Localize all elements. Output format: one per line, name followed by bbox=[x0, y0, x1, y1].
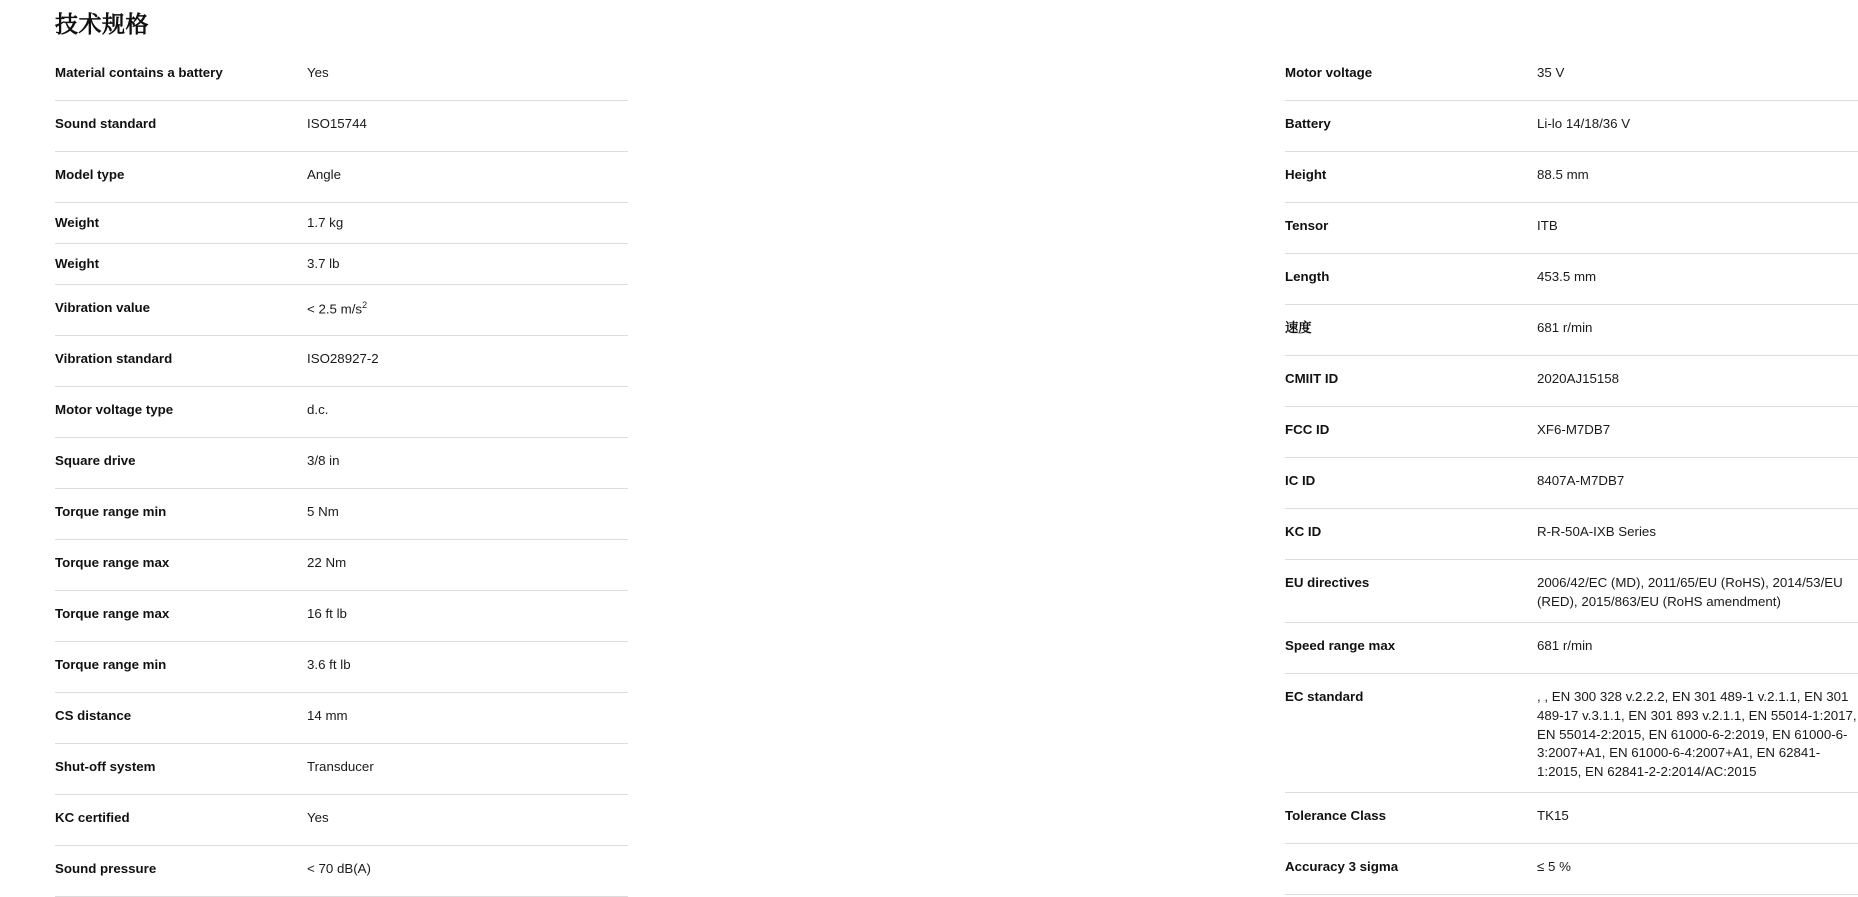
spec-row bbox=[55, 795, 628, 846]
spec-row bbox=[1285, 458, 1858, 509]
spec-row bbox=[55, 438, 628, 489]
spec-label: Square drive bbox=[55, 453, 136, 468]
spec-label: Torque range min bbox=[55, 657, 167, 672]
spec-label: Battery bbox=[1285, 116, 1331, 131]
spec-value: 2020AJ15158 bbox=[1537, 371, 1620, 386]
spec-value: 88.5 mm bbox=[1537, 167, 1589, 182]
spec-label: Tolerance Class bbox=[1285, 808, 1387, 824]
spec-row bbox=[55, 693, 628, 744]
spec-value: 3/8 in bbox=[307, 453, 340, 468]
spec-row bbox=[55, 642, 628, 693]
spec-value: d.c. bbox=[307, 402, 329, 417]
spec-row bbox=[55, 591, 628, 642]
spec-row bbox=[1285, 203, 1858, 254]
spec-label: Sound pressure bbox=[55, 861, 157, 876]
spec-value: ISO28927-2 bbox=[307, 351, 379, 366]
spec-value: 3.6 ft lb bbox=[307, 657, 351, 672]
spec-column-left bbox=[0, 50, 639, 897]
spec-column-right bbox=[639, 50, 1857, 897]
spec-value: 22 Nm bbox=[307, 555, 347, 570]
spec-value: ITB bbox=[1537, 218, 1558, 233]
spec-value: 453.5 mm bbox=[1537, 269, 1597, 284]
spec-label: Sound standard bbox=[55, 116, 157, 131]
spec-row bbox=[55, 244, 628, 285]
spec-value: 5 Nm bbox=[307, 504, 339, 519]
spec-value: ISO15744 bbox=[307, 116, 367, 131]
spec-row bbox=[1285, 305, 1858, 356]
spec-label: EU directives bbox=[1285, 575, 1370, 590]
spec-label: Torque range max bbox=[55, 606, 170, 621]
spec-value: R-R-50A-IXB Series bbox=[1537, 524, 1656, 539]
spec-row bbox=[55, 285, 628, 336]
spec-label: Shut-off system bbox=[55, 759, 156, 774]
spec-row bbox=[55, 540, 628, 591]
spec-value: TK15 bbox=[1537, 808, 1569, 824]
spec-label: Motor voltage type bbox=[55, 402, 174, 417]
spec-label: Model type bbox=[55, 167, 125, 182]
spec-value: Transducer bbox=[307, 759, 374, 774]
spec-label: Weight bbox=[55, 215, 100, 230]
spec-row bbox=[55, 152, 628, 203]
spec-row bbox=[1285, 356, 1858, 407]
spec-label: 速度 bbox=[1285, 320, 1312, 335]
spec-label: Accuracy 3 sigma bbox=[1285, 859, 1399, 875]
spec-label: EC standard bbox=[1285, 688, 1364, 704]
spec-value: Yes bbox=[307, 65, 329, 80]
spec-label: IC ID bbox=[1285, 473, 1316, 488]
spec-value: < 70 dB(A) bbox=[307, 861, 371, 876]
spec-value: 3.7 lb bbox=[307, 256, 340, 271]
spec-row bbox=[1285, 674, 1858, 793]
spec-row bbox=[1285, 844, 1858, 895]
spec-table bbox=[0, 50, 1857, 897]
spec-label: KC ID bbox=[1285, 524, 1322, 539]
spec-value: < 2.5 $m/s^2$ bbox=[307, 300, 368, 317]
spec-row bbox=[55, 336, 628, 387]
spec-label: Tensor bbox=[1285, 218, 1329, 233]
spec-value: Li-lo 14/18/36 V bbox=[1537, 116, 1631, 131]
spec-value: 681 r/min bbox=[1537, 637, 1593, 653]
spec-value: 1.7 kg bbox=[307, 215, 344, 230]
spec-value: 16 ft lb bbox=[307, 606, 347, 621]
spec-row bbox=[55, 846, 628, 897]
spec-value: Yes bbox=[307, 810, 329, 825]
spec-label: Material contains a battery bbox=[55, 65, 223, 80]
spec-row bbox=[55, 203, 628, 244]
spec-label: Vibration standard bbox=[55, 351, 173, 366]
spec-row bbox=[55, 387, 628, 438]
spec-row bbox=[1285, 50, 1858, 101]
spec-row bbox=[1285, 793, 1858, 844]
spec-value: 8407A-M7DB7 bbox=[1537, 473, 1625, 488]
spec-label: CMIIT ID bbox=[1285, 371, 1339, 386]
spec-label: CS distance bbox=[55, 708, 132, 723]
spec-value: , , EN 300 328 v.2.2.2, EN 301 489-1 v.2.1.1, EN 301 489-17 v.3.1.1, EN 301 893 v.2.1.1, EN 55014-1:2017, EN 55014-2:2015, EN 61000-6-2:2019, EN 61000-6-3:2007+A1, EN 61000-6-4:2007+A1, EN 62841-1:2015, EN 62841-2-2:2014/AC:2015 bbox=[1537, 688, 1857, 780]
spec-label: Height bbox=[1285, 167, 1327, 182]
spec-value: 35 V bbox=[1537, 65, 1565, 80]
spec-label: Vibration value bbox=[55, 300, 151, 315]
spec-value: 681 r/min bbox=[1537, 320, 1593, 335]
spec-row bbox=[55, 50, 628, 101]
spec-row bbox=[1285, 407, 1858, 458]
spec-row bbox=[55, 489, 628, 540]
spec-row bbox=[55, 744, 628, 795]
page-title: 技术规格 bbox=[55, 11, 149, 37]
spec-value: XF6-M7DB7 bbox=[1537, 422, 1611, 437]
spec-row bbox=[1285, 254, 1858, 305]
spec-value: ≤ 5 % bbox=[1537, 859, 1571, 875]
spec-value: 14 mm bbox=[307, 708, 348, 723]
spec-row bbox=[1285, 101, 1858, 152]
spec-label: Speed range max bbox=[1285, 637, 1396, 653]
spec-label: Torque range min bbox=[55, 504, 167, 519]
spec-label: FCC ID bbox=[1285, 422, 1330, 437]
spec-row bbox=[55, 101, 628, 152]
spec-label: Torque range max bbox=[55, 555, 170, 570]
spec-row bbox=[1285, 560, 1858, 623]
spec-row bbox=[1285, 509, 1858, 560]
spec-value: 2006/42/EC (MD), 2011/65/EU (RoHS), 2014/53/EU (RED), 2015/863/EU (RoHS amendment) bbox=[1537, 575, 1843, 609]
spec-row bbox=[1285, 623, 1858, 674]
spec-row bbox=[1285, 152, 1858, 203]
spec-label: Weight bbox=[55, 256, 100, 271]
spec-label: Motor voltage bbox=[1285, 65, 1373, 80]
spec-label: Length bbox=[1285, 269, 1330, 284]
spec-value: Angle bbox=[307, 167, 342, 182]
spec-label: KC certified bbox=[55, 810, 130, 825]
